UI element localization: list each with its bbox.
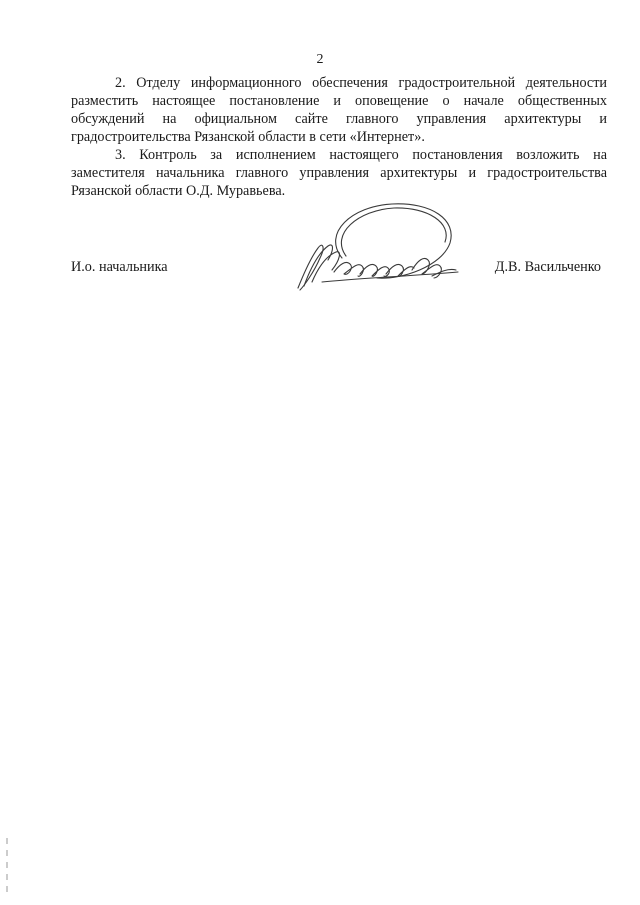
paragraph-3: 3. Контроль за исполнением настоящего постановления возложить на заместителя начальника главного управления архитектуры и градостроительства Рязанской области О.Д. Муравьева.	[71, 147, 607, 199]
scan-edge-marks	[5, 836, 11, 894]
paragraph-2: 2. Отделу информационного обеспечения градостроительной деятельности разместить настоящее постановление и оповещение о начале общественных обсуждений на официальном сайте главного управления архитектуры и градостроительства Рязанской области в сети «Интернет».	[71, 75, 607, 145]
document-body	[71, 74, 607, 200]
page-number: 2	[316, 52, 324, 67]
signatory-position: И.о. начальника	[71, 259, 168, 275]
signature-block	[71, 257, 607, 307]
signatory-name: Д.В. Васильченко	[494, 259, 601, 275]
